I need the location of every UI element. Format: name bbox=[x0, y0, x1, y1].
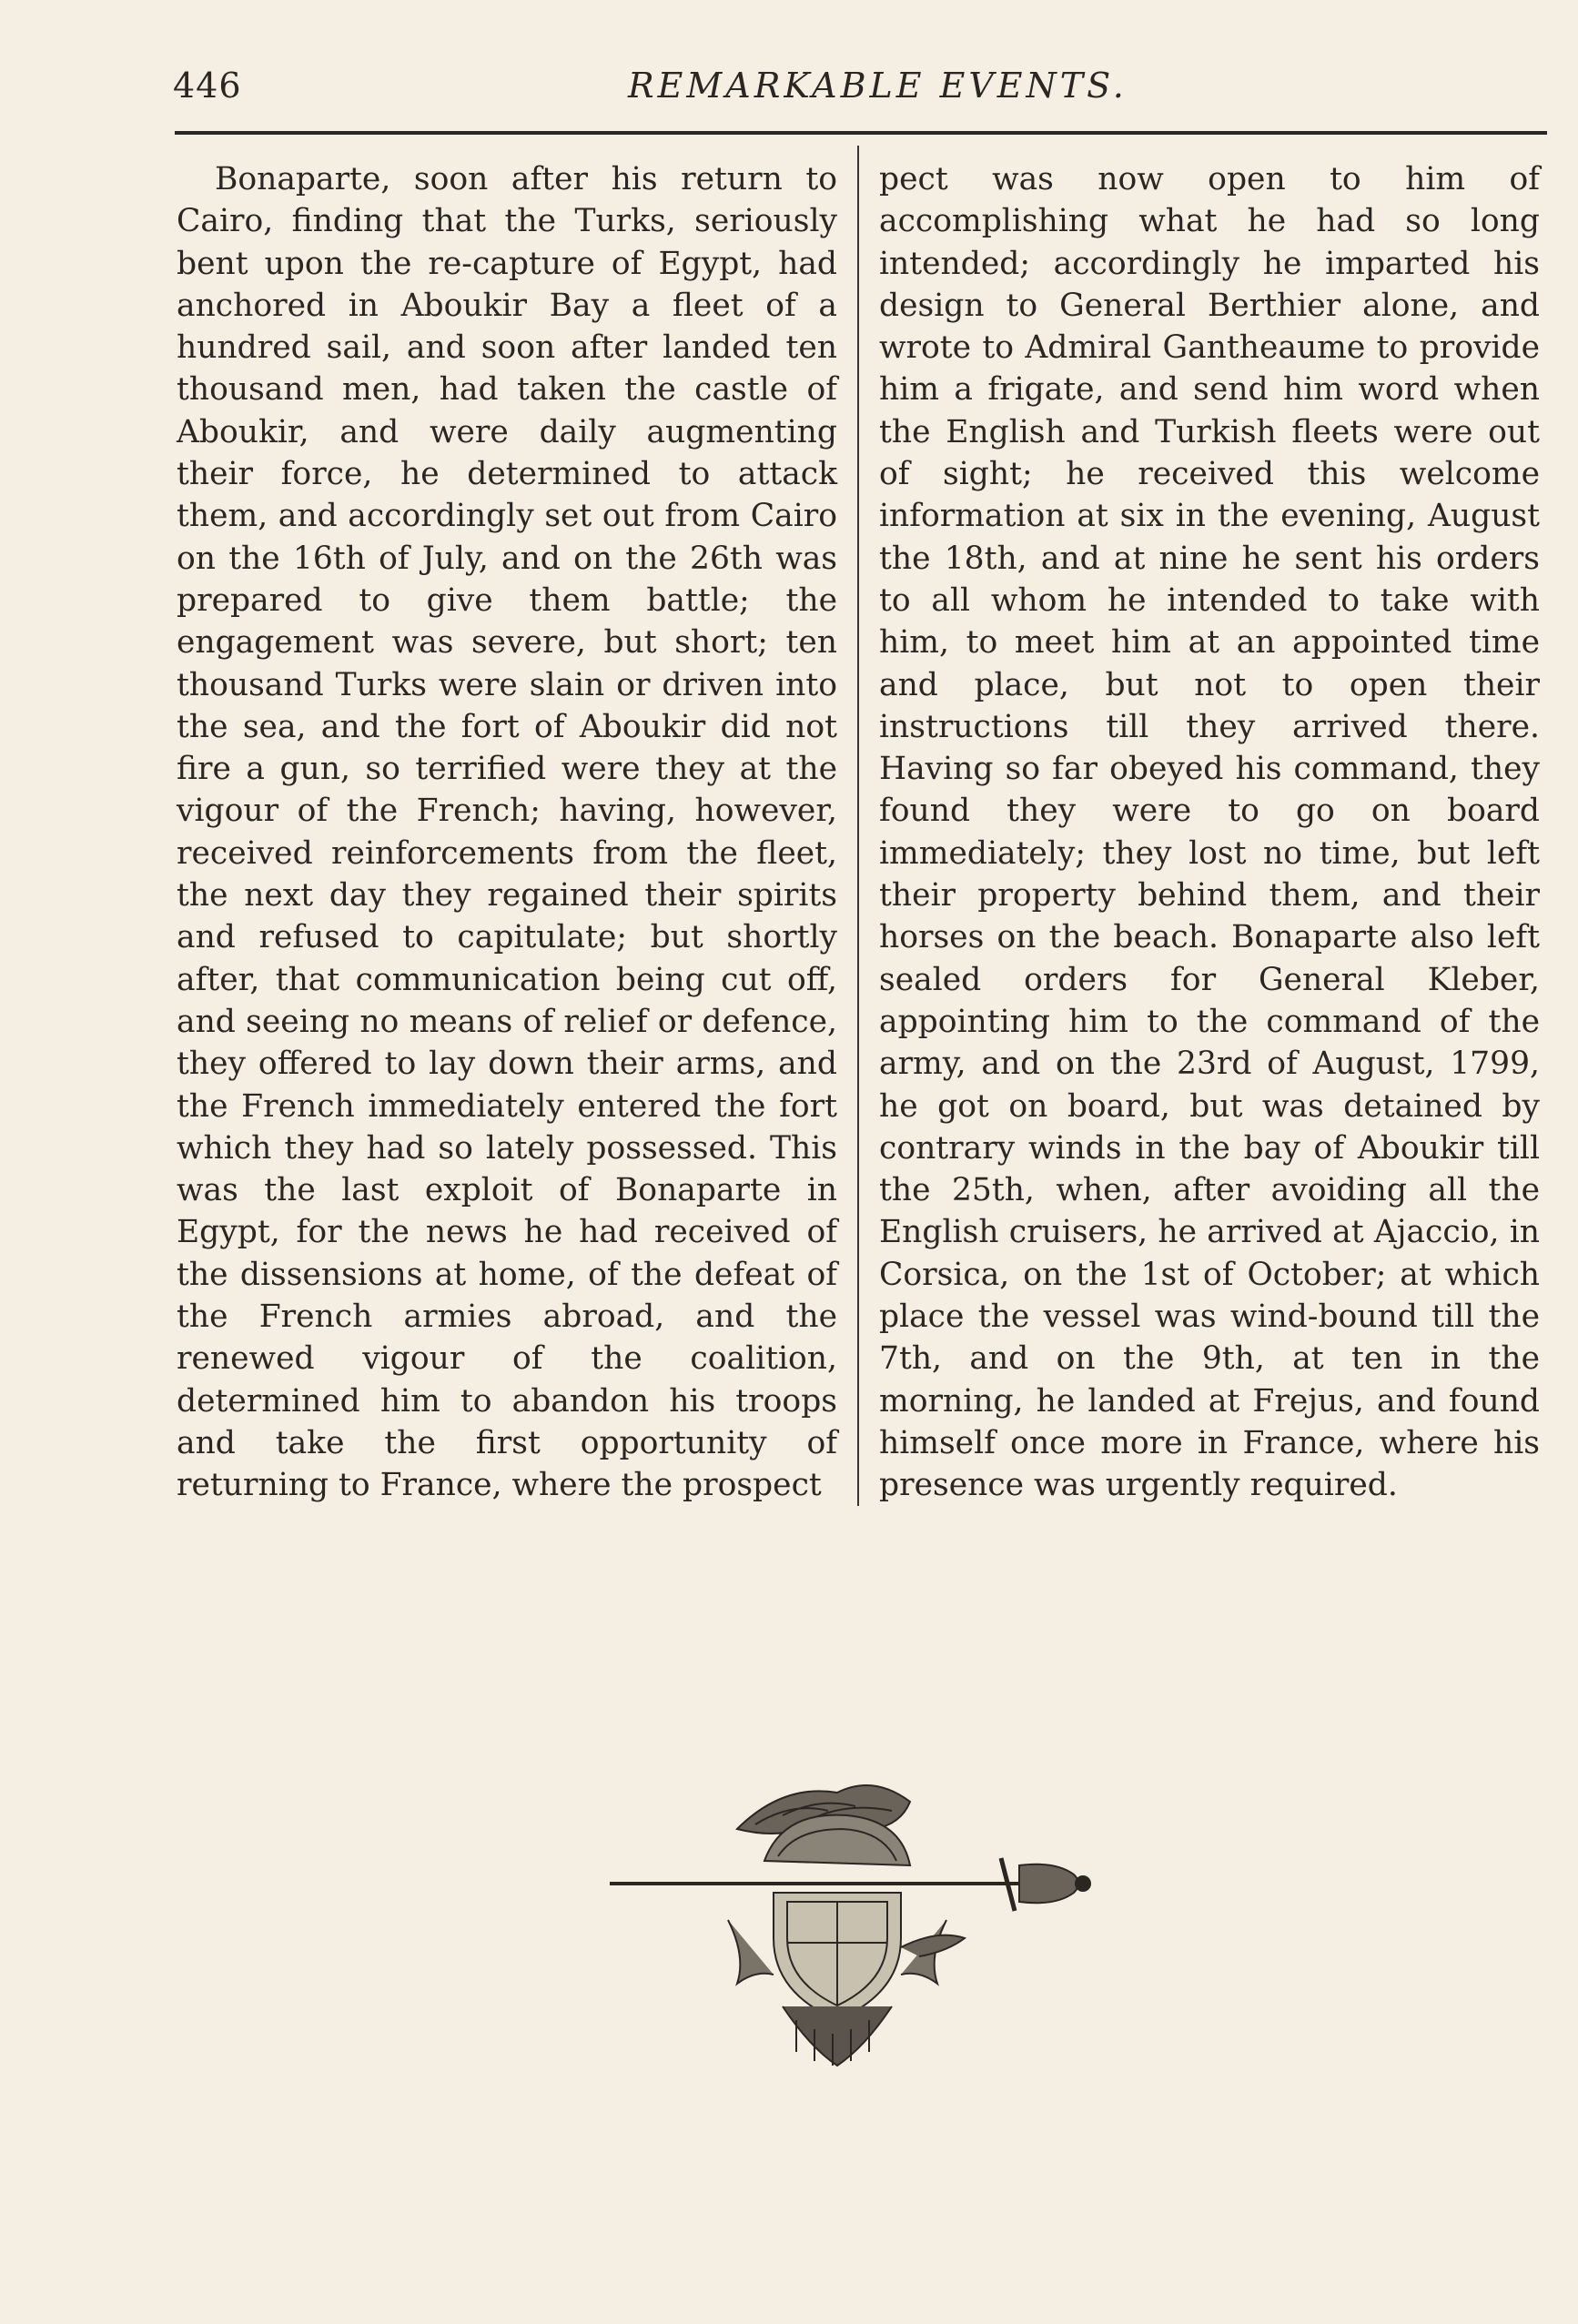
header-rule bbox=[175, 131, 1547, 135]
running-head: REMARKABLE EVENTS. bbox=[628, 66, 1128, 106]
page-number: 446 bbox=[173, 66, 242, 106]
helmet-shield-sword-tailpiece-icon bbox=[601, 1774, 1110, 2075]
column-divider bbox=[857, 146, 859, 1506]
text-column-right: pect was now open to him of accomplishing what he had so long intended; accordingly he imparted his design to General Berthier alone, and wrote to Admiral Gantheaume to provide him a frigate, and send him word when the English and Turkish fleets were out of sight; he received this welcome information at six in the evening, August the 18th, and at nine he sent his orders to all whom he intended to take with him, to meet him at an appointed time and place, but not to open their instructions till they arrived there. Having so far obeyed his command, they found they were to go on board immediately; they lost no time, but left their property behind them, and their horses on the beach. Bonaparte also left sealed orders for General Kleber, appointing him to the command of the army, and on the 23rd of August, 1799, he got on board, but was detained by contrary winds in the bay of Aboukir till the 25th, when, after avoiding all the English cruisers, he arrived at Ajaccio, in Corsica, on the 1st of October; at which place the vessel was wind-bound till the 7th, and on the 9th, at ten in the morning, he landed at Frejus, and found himself once more in France, where his presence was urgently required. bbox=[879, 161, 1540, 1504]
text-column-left: Bonaparte, soon after his return to Cairo, finding that the Turks, seriously bent upon the re-capture of Egypt, had anchored in Aboukir Bay a fleet of a hundred sail, and soon after landed ten thousand men, had taken the castle of Aboukir, and were daily augmenting their force, he determined to attack them, and accordingly set out from Cairo on the 16th of July, and on the 26th was prepared to give them battle; the engagement was severe, but short; ten thousand Turks were slain or driven into the sea, and the fort of Aboukir did not fire a gun, so terrified were they at the vigour of the French; having, however, received reinforcements from the fleet, the next day they regained their spirits and refused to capitulate; but shortly after, that communication being cut off, and seeing no means of relief or defence, they offered to lay down their arms, and the French immediately entered the fort which they had so lately possessed. This was the last exploit of Bonaparte in Egypt, for the news he had received of the dissensions at home, of the defeat of the French armies abroad, and the renewed vigour of the coalition, determined him to abandon his troops and take the first opportunity of returning to France, where the prospect bbox=[177, 161, 837, 1504]
